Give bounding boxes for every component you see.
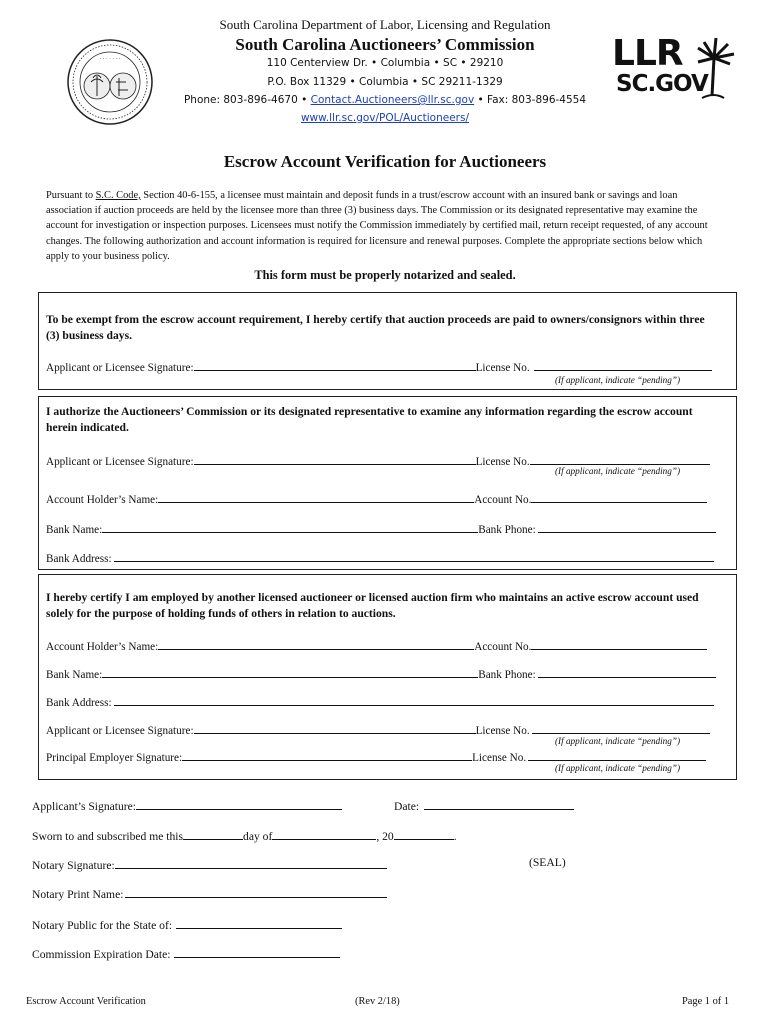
applicant-signature-field[interactable] [136, 797, 342, 810]
s3-bank-address-field[interactable] [114, 693, 714, 706]
s2-bank-name-field[interactable] [102, 520, 478, 533]
date-field[interactable] [424, 797, 574, 810]
commission-expiration-label: Commission Expiration Date: [32, 948, 171, 961]
s3-account-holder-row [46, 637, 707, 653]
s3-license-field[interactable] [532, 721, 710, 734]
applicant-signature-label: Applicant’s Signature: [32, 800, 137, 813]
signature-label: Applicant or Licensee Signature: [46, 456, 194, 468]
s3-bank-name-row [46, 665, 716, 681]
notary-state-label: Notary Public for the State of: [32, 919, 173, 932]
bank-phone-label: Bank Phone: [478, 524, 536, 536]
date-label: Date: [394, 800, 420, 813]
footer-form-name: Escrow Account Verification [26, 996, 146, 1007]
commission-name: South Carolina Auctioneers’ Commission [235, 35, 535, 54]
sworn-prefix: Sworn to and subscribed me this [32, 830, 184, 843]
exemption-statement: To be exempt from the escrow account requirement, I hereby certify that auction proceeds are paid to owners/consignors within three (3) business days. [46, 313, 705, 342]
notary-print-label: Notary Print Name: [32, 888, 124, 901]
address-line-2: P.O. Box 11329 • Columbia • SC 29211-1329 [267, 76, 503, 88]
s2-bank-phone-field[interactable] [538, 520, 716, 533]
s3-principal-pending-hint: (If applicant, indicate “pending”) [555, 763, 681, 773]
logo-llr-text: LLR [612, 33, 683, 74]
account-holder-label: Account Holder’s Name: [46, 641, 159, 653]
s2-pending-hint: (If applicant, indicate “pending”) [555, 466, 681, 476]
department-name: South Carolina Department of Labor, Licensing and Regulation [219, 17, 551, 32]
sworn-month-field[interactable] [272, 827, 376, 840]
footer-page-number: Page 1 of 1 [682, 996, 730, 1007]
footer-revision: (Rev 2/18) [355, 996, 400, 1007]
s2-bank-address-field[interactable] [114, 549, 714, 562]
sworn-year-field[interactable] [394, 827, 454, 840]
s3-principal-row [46, 748, 706, 764]
day-of-label: day of [243, 830, 273, 843]
s3-signature-row [46, 721, 710, 737]
notary-signature-field[interactable] [115, 856, 387, 869]
s2-account-no-field[interactable] [531, 490, 707, 503]
s1-signature-field[interactable] [194, 358, 476, 371]
s3-bank-phone-field[interactable] [538, 665, 716, 678]
code-link[interactable]: S.C. Code, [95, 190, 141, 201]
s2-account-holder-field[interactable] [158, 490, 474, 503]
page-title: Escrow Account Verification for Auctioneers [223, 152, 547, 171]
commission-expiration-row [32, 945, 340, 961]
s3-principal-signature-field[interactable] [182, 748, 472, 761]
account-holder-label: Account Holder’s Name: [46, 494, 159, 506]
s1-signature-row [46, 358, 712, 374]
fax-text: • Fax: 803-896-4554 [474, 94, 587, 106]
seal-label: (SEAL) [529, 856, 566, 869]
principal-signature-label: Principal Employer Signature: [46, 752, 183, 764]
license-label: License No. [475, 725, 530, 737]
bank-phone-label: Bank Phone: [478, 669, 536, 681]
s2-license-field[interactable] [530, 452, 710, 465]
sworn-row [32, 827, 457, 843]
notary-print-row [32, 885, 387, 901]
employment-statement: I hereby certify I am employed by another licensed auctioneer or licensed auction firm who maintains an active escrow account used solely for the purpose of holding funds of others in relation to auctions. [46, 591, 699, 620]
phone-text: Phone: 803-896-4670 • [183, 94, 311, 106]
notary-state-field[interactable] [176, 916, 342, 929]
intro-prefix: Pursuant to [46, 190, 96, 201]
s3-bank-address-row [46, 693, 714, 709]
s3-signature-field[interactable] [194, 721, 476, 734]
signature-label: Applicant or Licensee Signature: [46, 362, 194, 374]
s3-account-no-field[interactable] [531, 637, 707, 650]
account-no-label: Account No. [474, 494, 532, 506]
address-line-1: 110 Centerview Dr. • Columbia • SC • 29210 [266, 57, 504, 69]
s3-account-holder-field[interactable] [158, 637, 474, 650]
notary-signature-row [32, 856, 387, 872]
s2-account-holder-row [46, 490, 707, 506]
s1-pending-hint: (If applicant, indicate “pending”) [555, 375, 681, 385]
website-row [0, 112, 770, 124]
website-link[interactable]: www.llr.sc.gov/POL/Auctioneers/ [300, 112, 470, 124]
signature-label: Applicant or Licensee Signature: [46, 725, 194, 737]
s2-signature-field[interactable] [194, 452, 476, 465]
bank-name-label: Bank Name: [46, 669, 103, 681]
sworn-day-field[interactable] [183, 827, 243, 840]
year-prefix: , 20 [376, 830, 394, 843]
license-label: License No. [475, 362, 530, 374]
s1-license-field[interactable] [534, 358, 712, 371]
authorization-statement: I authorize the Auctioneers’ Commission or its designated representative to examine any information regarding the escrow account herein indicated. [46, 405, 693, 434]
license-label: License No. [475, 456, 530, 468]
sworn-period: . [453, 830, 457, 843]
account-no-label: Account No. [474, 641, 532, 653]
bank-name-label: Bank Name: [46, 524, 103, 536]
applicant-signature-row [32, 797, 342, 813]
bank-address-label: Bank Address: [46, 697, 112, 709]
license-label: License No. [472, 752, 527, 764]
s3-pending-hint: (If applicant, indicate “pending”) [555, 736, 681, 746]
s2-bank-address-row [46, 549, 714, 565]
intro-paragraph [46, 188, 726, 264]
notary-print-field[interactable] [125, 885, 387, 898]
notarize-notice: This form must be properly notarized and sealed. [254, 268, 516, 282]
intro-body: Section 40-6-155, a licensee must maintain and deposit funds in a trust/escrow account with an insured bank or savings and loan association if auction proceeds are held by the licensee more than three (3) business days. The Commission or its designated representative may examine the account for investigation or inspection purposes. Licensees must notify the Commission immediately by certified mail, return receipt requested, of any account changes. The following authorization and account information is required for licensure and renewal purposes. Complete the appropriate sections below which apply to your business policy. [46, 190, 708, 262]
notary-state-row [32, 916, 342, 932]
email-link[interactable]: Contact.Auctioneers@llr.sc.gov [310, 94, 475, 106]
svg-text:· · · · · · ·: · · · · · · · [99, 56, 121, 62]
s2-bank-name-row [46, 520, 716, 536]
commission-expiration-field[interactable] [174, 945, 340, 958]
s3-principal-license-field[interactable] [528, 748, 706, 761]
llr-logo [612, 33, 736, 102]
date-row [394, 797, 574, 813]
logo-scgov-text: SC.GOV [616, 71, 708, 97]
s3-bank-name-field[interactable] [102, 665, 478, 678]
notary-signature-label: Notary Signature: [32, 859, 115, 872]
bank-address-label: Bank Address: [46, 553, 112, 565]
